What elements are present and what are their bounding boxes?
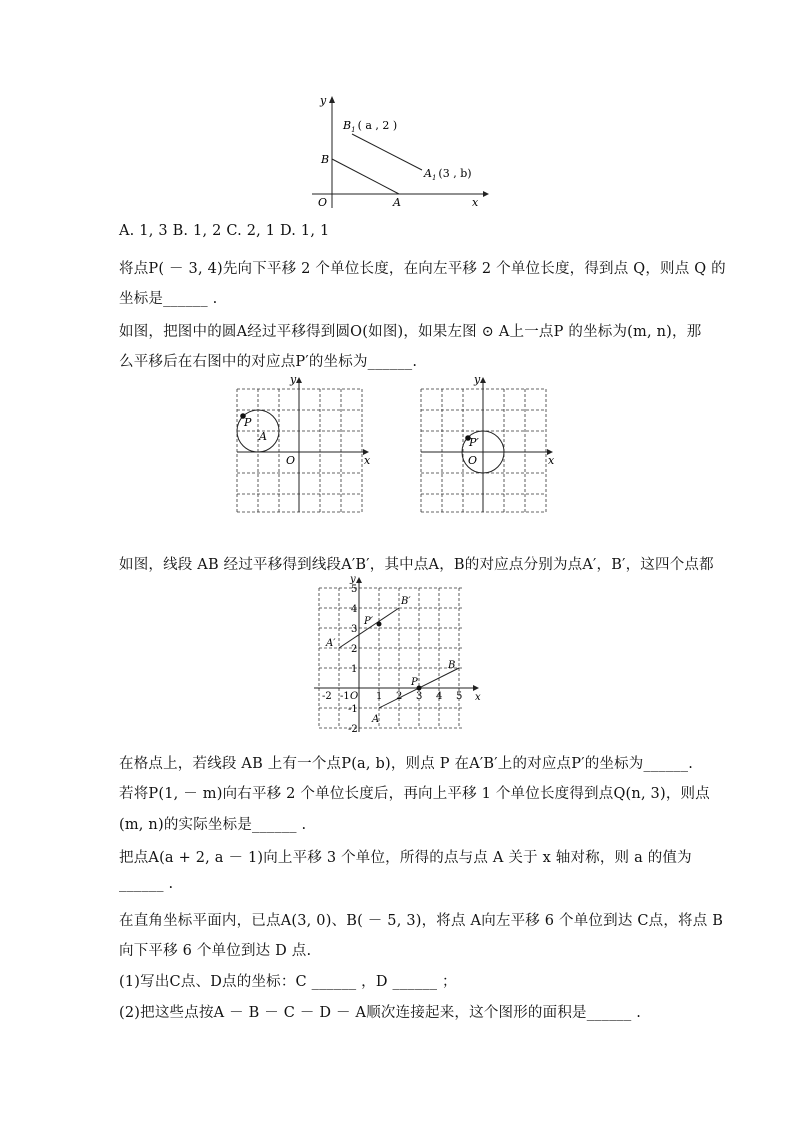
y-tick-label: 2: [351, 644, 358, 655]
y-axis-label: y: [290, 373, 297, 386]
origin-label: O: [350, 691, 359, 702]
point-b-label: B: [448, 660, 456, 671]
x-tick-label: -2: [322, 691, 332, 702]
point-a-label: A: [372, 714, 380, 725]
point-b1-label: $B_1$ ( a , 2 ): [343, 119, 398, 134]
x-axis-label: x: [548, 454, 555, 467]
question-6-part-1: (1)写出C点、D点的坐标：C ______ ，D ______ ；: [119, 974, 457, 990]
x-tick-label: 3: [416, 691, 423, 702]
point-a-label: A: [393, 196, 401, 209]
question-5-line-2: ______ .: [119, 876, 174, 892]
question-2-line-1: 如图，把图中的圆A经过平移得到圆O(如图)，如果左图 ⊙ A上一点P 的坐标为(m, n)，那: [119, 324, 702, 340]
question-6-line-1: 在直角坐标平面内，已点A(3, 0)、B( － 5, 3)，将点 A向左平移 6 个单位到达 C点，将点 B: [119, 913, 724, 929]
figure-3-circle-o: [418, 372, 563, 517]
x-tick-label: -1: [340, 691, 350, 702]
point-b-label: B: [321, 153, 330, 166]
y-axis-label: y: [320, 94, 327, 107]
question-1-line-2: 坐标是______ .: [119, 291, 218, 307]
y-tick-label: 5: [351, 584, 358, 595]
x-tick-label: 5: [456, 691, 463, 702]
point-p-label: P: [244, 416, 252, 429]
y-tick-label: 1: [351, 664, 358, 675]
y-axis-label: y: [350, 574, 356, 585]
point-a1-label: $A_1$ (3 , b): [424, 167, 472, 182]
question-4-line-1: 若将P(1, － m)向右平移 2 个单位长度后，再向上平移 1 个单位长度得到点Q(n, 3)，则点: [119, 786, 710, 802]
answer-options: A. 1, 3 B. 1, 2 C. 2, 1 D. 1, 1: [119, 223, 330, 239]
figure-1-coordinate-sketch: [300, 90, 500, 215]
question-4-line-2: (m, n)的实际坐标是______ .: [119, 817, 307, 833]
question-5-line-1: 把点A(a + 2, a － 1)向上平移 3 个单位，所得的点与点 A 关于 x 轴对称，则 a 的值为: [119, 850, 692, 866]
point-p-prime-label: P′: [469, 436, 479, 449]
x-tick-label: 2: [396, 691, 403, 702]
x-axis-label: x: [475, 692, 481, 703]
point-a-prime-label: A′: [326, 638, 336, 649]
question-6-line-2: 向下平移 6 个单位到达 D 点.: [119, 943, 312, 959]
y-tick-label: 3: [351, 624, 358, 635]
x-tick-label: 4: [436, 691, 443, 702]
y-tick-label: 4: [351, 604, 358, 615]
origin-label: O: [318, 196, 328, 209]
x-axis-label: x: [472, 196, 479, 209]
point-b-prime-label: B′: [401, 596, 411, 607]
question-2-line-2: 么平移后在右图中的对应点P′的坐标为______.: [119, 354, 418, 370]
question-6-part-2: (2)把这些点按A － B － C － D － A顺次连接起来，这个图形的面积是______ .: [119, 1005, 642, 1021]
y-tick-label: -1: [348, 704, 358, 715]
origin-label: O: [286, 454, 296, 467]
origin-label: O: [468, 454, 478, 467]
figure-4-segment-translation: [314, 572, 489, 737]
question-3-line-2: 在格点上，若线段 AB 上有一个点P(a, b)，则点 P 在A′B′上的对应点P′的坐标为______.: [119, 756, 694, 772]
figure-2-circle-a: [232, 372, 377, 517]
y-axis-label: y: [474, 373, 481, 386]
question-3-line-1: 如图，线段 AB 经过平移得到线段A′B′，其中点A，B的对应点分别为点A′，B′，这四个点都: [119, 557, 714, 573]
x-axis-label: x: [364, 454, 371, 467]
question-1-line-1: 将点P( － 3, 4)先向下平移 2 个单位长度，在向左平移 2 个单位长度，得到点 Q，则点 Q 的: [119, 261, 726, 277]
x-tick-label: 1: [376, 691, 383, 702]
point-p-label: P: [411, 677, 418, 688]
y-tick-label: -2: [348, 724, 358, 735]
point-p-prime-label: P′: [364, 616, 373, 627]
center-a-label: A: [259, 430, 267, 443]
